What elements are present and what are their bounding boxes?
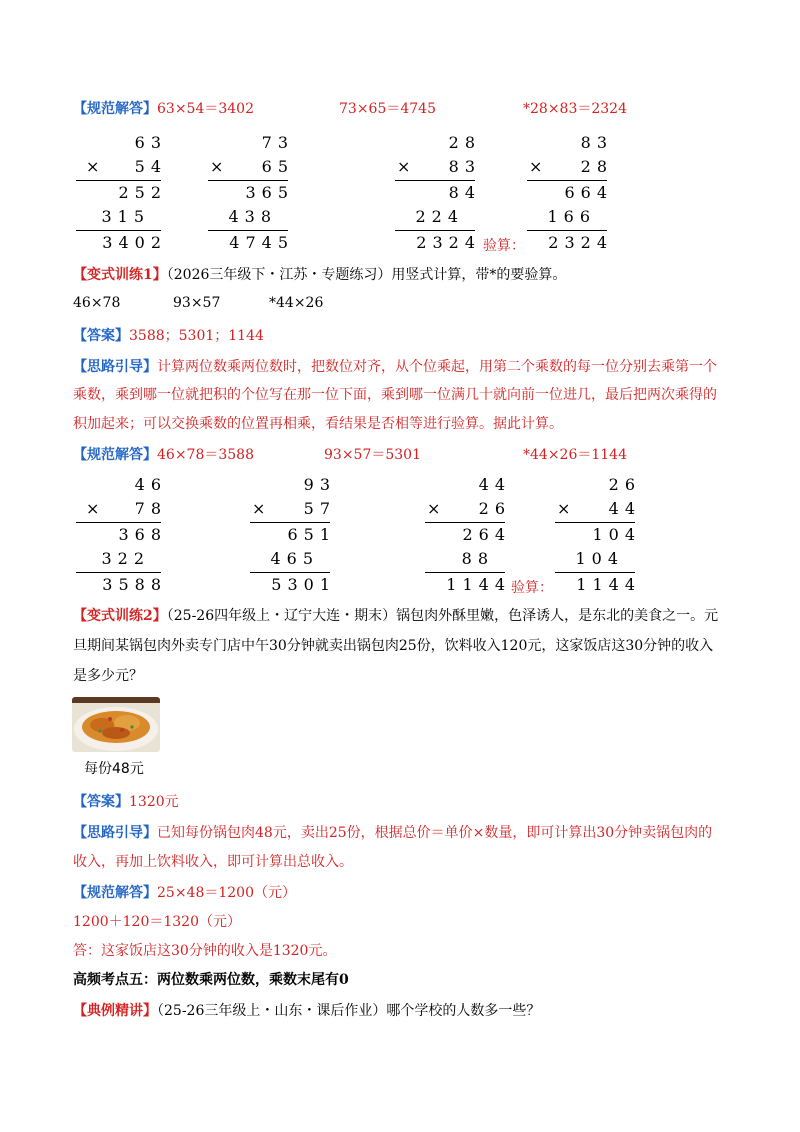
divider-line (395, 180, 475, 181)
hint-line (73, 822, 712, 842)
solution-line (73, 882, 296, 902)
exercise-2-prompt (73, 605, 718, 625)
solution-tag: 【规范解答】 (73, 447, 157, 463)
solution-tag: 【规范解答】 (73, 101, 157, 117)
divider-line (425, 572, 505, 573)
partial-product: 368 (118, 525, 167, 544)
partial-product: 104 (575, 549, 624, 568)
multiplier: 54 (134, 157, 167, 176)
food-price-caption: 每份48元 (84, 761, 144, 777)
divider-line (250, 522, 330, 523)
product: 3588 (102, 575, 167, 594)
times-sign: × (252, 499, 266, 518)
divider-line (76, 522, 161, 523)
vertical-multiplication (208, 132, 294, 252)
divider-line (527, 230, 607, 231)
solution-text: 1200＋120＝1320（元） (73, 914, 241, 930)
times-sign: × (557, 499, 571, 518)
partial-product: 315 (101, 207, 150, 226)
answer-line (73, 791, 179, 811)
times-sign: × (86, 499, 100, 518)
partial-product: 252 (118, 183, 167, 202)
divider-line (527, 180, 607, 181)
solution-tag: 【规范解答】 (73, 885, 157, 901)
multiplier: 65 (261, 157, 294, 176)
example-text: （25-26三年级上・山东・课后作业）哪个学校的人数多一些？ (157, 1003, 541, 1019)
divider-line (76, 572, 161, 573)
multiplicand: 83 (580, 133, 613, 152)
answer-tag: 【答案】 (73, 328, 129, 344)
question-3: *44×26 (269, 295, 324, 311)
multiplier: 57 (303, 499, 336, 518)
answer-line (73, 325, 264, 345)
exercise-1-prompt (73, 264, 566, 284)
answer-text: 1320元 (129, 794, 179, 810)
hint-tag: 【思路引导】 (73, 825, 157, 841)
multiplier: 44 (608, 499, 641, 518)
partial-product: 664 (564, 183, 613, 202)
exercise-text: （2026三年级下・江苏・专题练习）用竖式计算，带*的要验算。 (166, 267, 567, 283)
exercise-text: （25-26四年级上・辽宁大连・期末）锅包肉外酥里嫩，色泽诱人，是东北的美食之一。元 (166, 608, 719, 624)
hint-text: 已知每份锅包肉48元，卖出25份，根据总价＝单价×数量，即可计算出30分钟卖锅包肉的 (157, 825, 713, 841)
product: 4745 (229, 233, 294, 252)
topic-title: 高频考点五：两位数乘两位数，乘数末尾有0 (73, 972, 349, 988)
divider-line (208, 230, 288, 231)
exercise-tag: 【变式训练2】 (73, 608, 167, 624)
solution-header-1 (73, 98, 254, 118)
example-prompt (73, 1000, 540, 1020)
partial-product: 465 (270, 549, 319, 568)
hint-text: 乘数，乘到哪一位就把积的个位写在那一位下面，乘到哪一位满几十就向前一位进几，最后把两次乘得的 (73, 387, 717, 403)
partial-product: 365 (245, 183, 294, 202)
multiplier: 78 (134, 499, 167, 518)
partial-product: 224 (415, 207, 464, 226)
exercise-text: 是多少元？ (73, 668, 143, 684)
vertical-multiplication (425, 474, 511, 594)
hint-text: 积加起来；可以交换乘数的位置再相乘，看结果是否相等进行验算。据此计算。 (73, 416, 563, 432)
solution-text: 25×48＝1200（元） (157, 885, 296, 901)
partial-product: 438 (228, 207, 277, 226)
food-photo (72, 697, 160, 752)
solution-header-2 (73, 444, 254, 464)
divider-line (76, 230, 161, 231)
multiplier: 28 (580, 157, 613, 176)
times-sign: × (427, 499, 441, 518)
multiplier: 83 (448, 157, 481, 176)
vertical-multiplication (527, 132, 613, 252)
partial-product: 88 (461, 549, 494, 568)
multiplicand: 26 (608, 475, 641, 494)
example-tag: 【典例精讲】 (73, 1003, 157, 1019)
exercise-tag: 【变式训练1】 (73, 267, 167, 283)
partial-product: 651 (287, 525, 336, 544)
equation: 46×78＝3588 (157, 447, 254, 463)
question-1: 46×78 (73, 295, 121, 311)
hint-text: 计算两位数乘两位数时，把数位对齐，从个位乘起，用第二个乘数的每一位分别去乘第一个 (157, 359, 717, 375)
multiplicand: 46 (134, 475, 167, 494)
question-2: 93×57 (173, 295, 221, 311)
multiplier: 26 (478, 499, 511, 518)
multiplicand: 73 (261, 133, 294, 152)
product: 1144 (446, 575, 511, 594)
multiplicand: 93 (303, 475, 336, 494)
partial-product: 84 (448, 183, 481, 202)
solution-text: 答：这家饭店这30分钟的收入是1320元。 (73, 943, 337, 959)
product: 1144 (576, 575, 641, 594)
equation: 63×54＝3402 (157, 101, 254, 117)
vertical-multiplication (76, 474, 167, 594)
hint-tag: 【思路引导】 (73, 359, 157, 375)
answer-text: 3588；5301；1144 (129, 328, 264, 344)
divider-line (555, 572, 635, 573)
divider-line (555, 522, 635, 523)
hint-text: 收入，再加上饮料收入，即可计算出总收入。 (73, 854, 353, 870)
product: 2324 (416, 233, 481, 252)
times-sign: × (397, 157, 411, 176)
divider-line (395, 230, 475, 231)
divider-line (76, 180, 161, 181)
verify-label: 验算： (483, 238, 525, 254)
product: 5301 (271, 575, 336, 594)
partial-product: 322 (101, 549, 150, 568)
partial-product: 104 (592, 525, 641, 544)
multiplicand: 63 (134, 133, 167, 152)
times-sign: × (86, 157, 100, 176)
answer-tag: 【答案】 (73, 794, 129, 810)
equation: 73×65＝4745 (339, 101, 436, 117)
times-sign: × (529, 157, 543, 176)
partial-product: 166 (547, 207, 596, 226)
divider-line (208, 180, 288, 181)
vertical-multiplication (250, 474, 336, 594)
equation: *28×83＝2324 (523, 101, 627, 117)
vertical-multiplication (555, 474, 641, 594)
product: 2324 (548, 233, 613, 252)
divider-line (250, 572, 330, 573)
verify-label: 验算： (511, 580, 553, 596)
multiplicand: 28 (448, 133, 481, 152)
product: 3402 (102, 233, 167, 252)
equation: 93×57＝5301 (324, 447, 421, 463)
exercise-text: 旦期间某锅包肉外卖专门店中午30分钟就卖出锅包肉25份，饮料收入120元，这家饭店这30分钟的收入 (73, 638, 714, 654)
multiplicand: 44 (478, 475, 511, 494)
partial-product: 264 (462, 525, 511, 544)
divider-line (425, 522, 505, 523)
times-sign: × (210, 157, 224, 176)
vertical-multiplication (76, 132, 167, 252)
vertical-multiplication (395, 132, 481, 252)
hint-line (73, 356, 717, 376)
equation: *44×26＝1144 (523, 447, 627, 463)
